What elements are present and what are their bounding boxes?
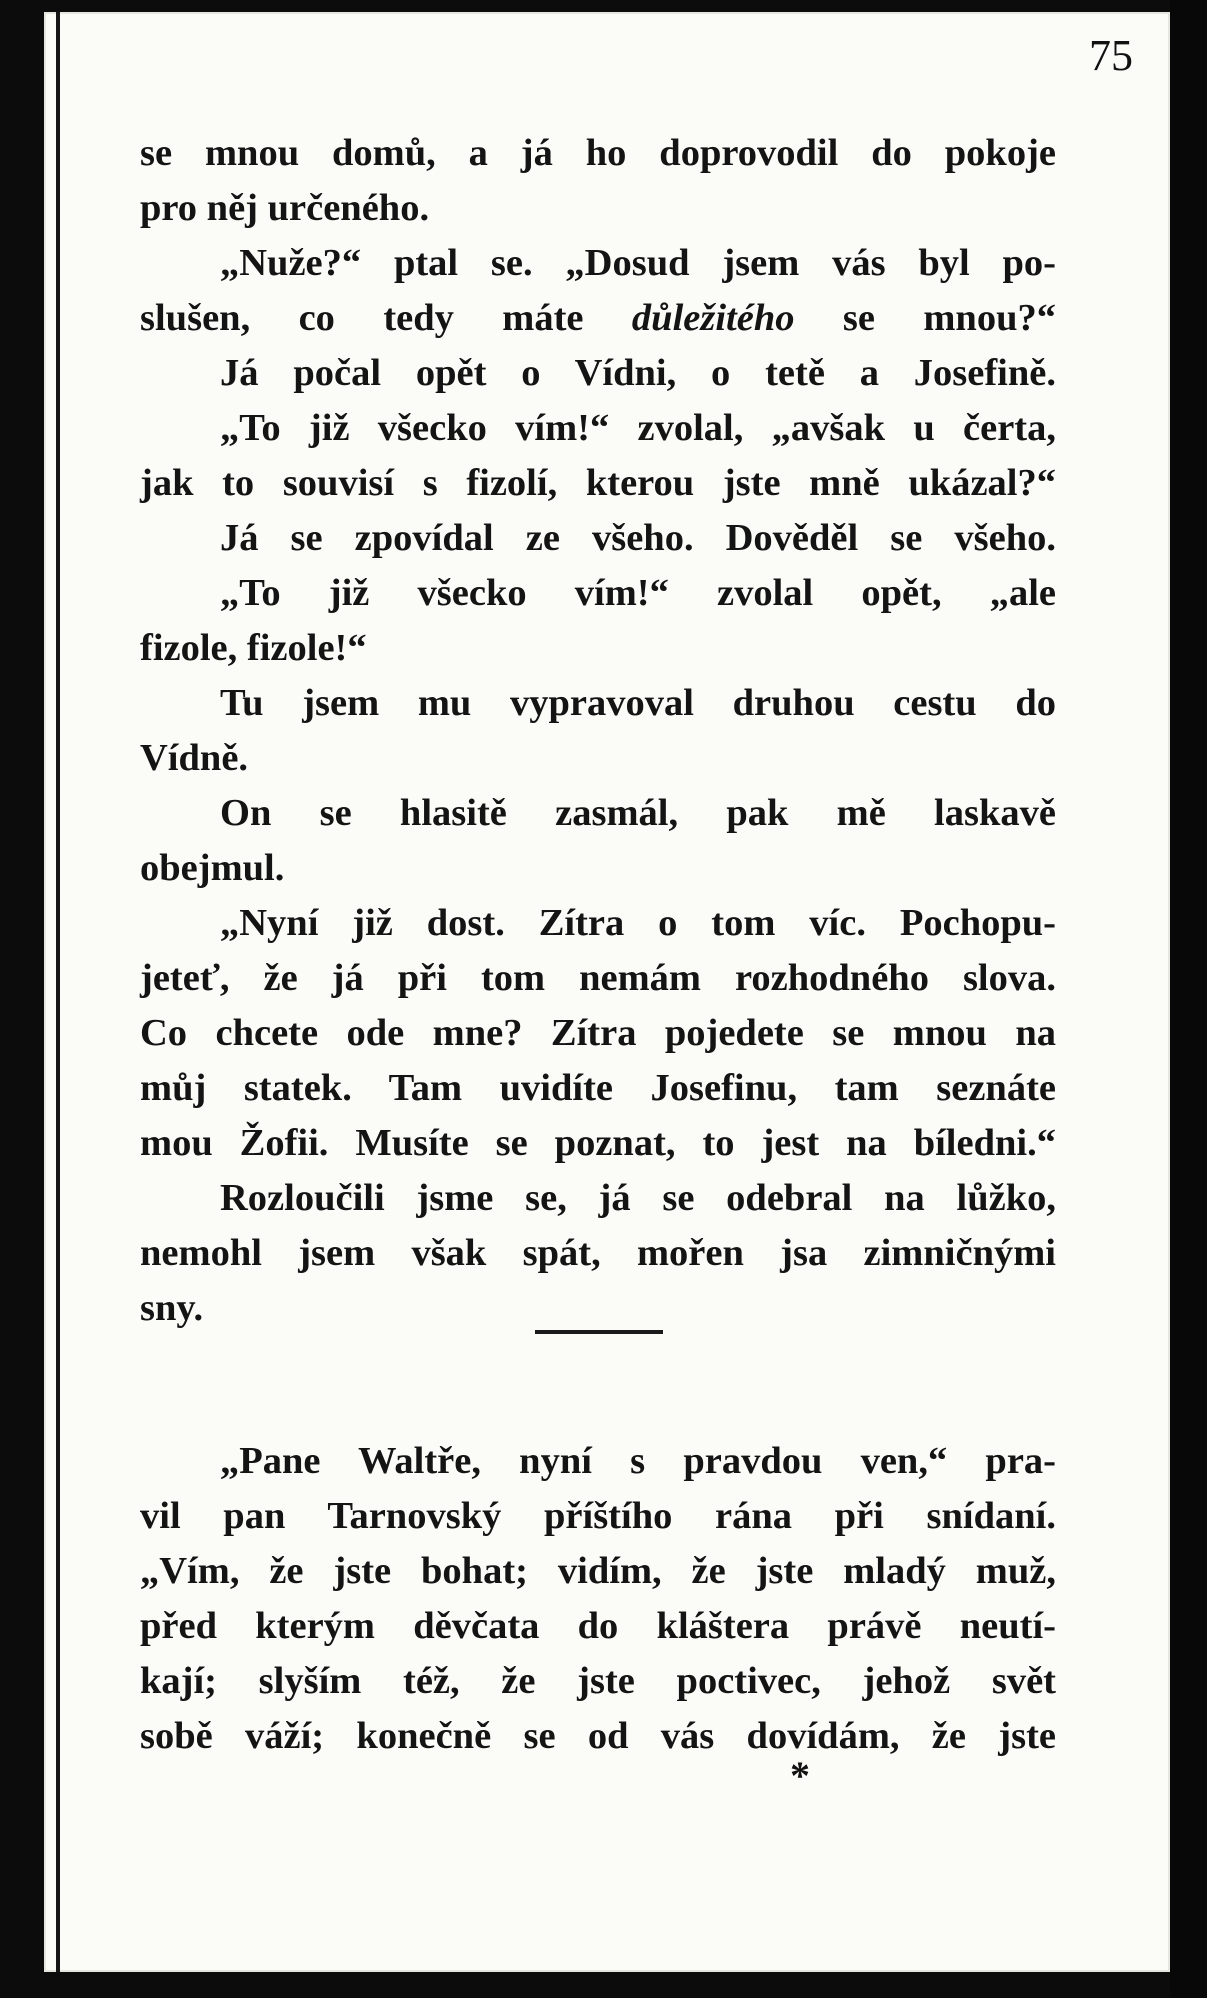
signature-mark: *: [790, 1753, 810, 1798]
emphasis-word: důležitého: [631, 297, 795, 339]
text-line: nemohl jsem však spát, mořen jsa zimničnými: [140, 1232, 1056, 1274]
text-line: [140, 291, 1056, 346]
text-line: fizole, fizole!“: [140, 627, 367, 669]
text-line: vil pan Tarnovský příštího rána při snídaní.: [140, 1495, 1056, 1537]
text-line: „Nuže?“ ptal se. „Dosud jsem vás byl po-: [220, 242, 1056, 284]
text-line: „Nyní již dost. Zítra o tom víc. Pochopu-: [220, 902, 1056, 944]
text-line: mou Žofii. Musíte se poznat, to jest na bíledni.“: [140, 1122, 1056, 1164]
text-line: kají; slyším též, že jste poctivec, jehož svět: [140, 1660, 1056, 1702]
text-line: Rozloučili jsme se, já se odebral na lůžko,: [220, 1177, 1056, 1219]
text-block-top: [140, 126, 1056, 1336]
page-number: 75: [1089, 31, 1133, 80]
text-line: „To již všecko vím!“ zvolal opět, „ale: [220, 572, 1056, 614]
text-line-end: se mnou?“: [794, 297, 1057, 339]
text-line: jak to souvisí s fizolí, kterou jste mně ukázal?“: [140, 462, 1056, 504]
text-line: můj statek. Tam uvidíte Josefinu, tam seznáte: [140, 1067, 1056, 1109]
text-line: se mnou domů, a já ho doprovodil do pokoje: [140, 132, 1056, 174]
text-line: sobě váží; konečně se od vás dovídám, že jste: [140, 1715, 1056, 1757]
page-gutter: [56, 12, 60, 1972]
text-line: „Vím, že jste bohat; vidím, že jste mladý muž,: [140, 1550, 1056, 1592]
text-block-bottom: [140, 1434, 1056, 1764]
text-line: Vídně.: [140, 737, 249, 779]
text-line: On se hlasitě zasmál, pak mě laskavě: [220, 792, 1056, 834]
text-line: sny.: [140, 1287, 204, 1329]
section-divider: [535, 1330, 663, 1334]
text-line: pro něj určeného.: [140, 187, 430, 229]
text-line: Tu jsem mu vypravoval druhou cestu do: [220, 682, 1056, 724]
text-line: obejmul.: [140, 847, 285, 889]
text-line: „Pane Waltře, nyní s pravdou ven,“ pra-: [220, 1440, 1056, 1482]
text-line: Já počal opět o Vídni, o tetě a Josefině.: [220, 352, 1056, 394]
scan-edge: [1170, 0, 1207, 1998]
text-line-start: slušen, co tedy máte: [140, 297, 632, 339]
text-line: před kterým děvčata do kláštera právě neutí-: [140, 1605, 1056, 1647]
text-line: jeteť, že já při tom nemám rozhodného slova.: [140, 957, 1056, 999]
text-line: Co chcete ode mne? Zítra pojedete se mnou na: [140, 1012, 1056, 1054]
text-line: Já se zpovídal ze všeho. Dověděl se všeho.: [220, 517, 1056, 559]
text-line: „To již všecko vím!“ zvolal, „avšak u čerta,: [220, 407, 1056, 449]
